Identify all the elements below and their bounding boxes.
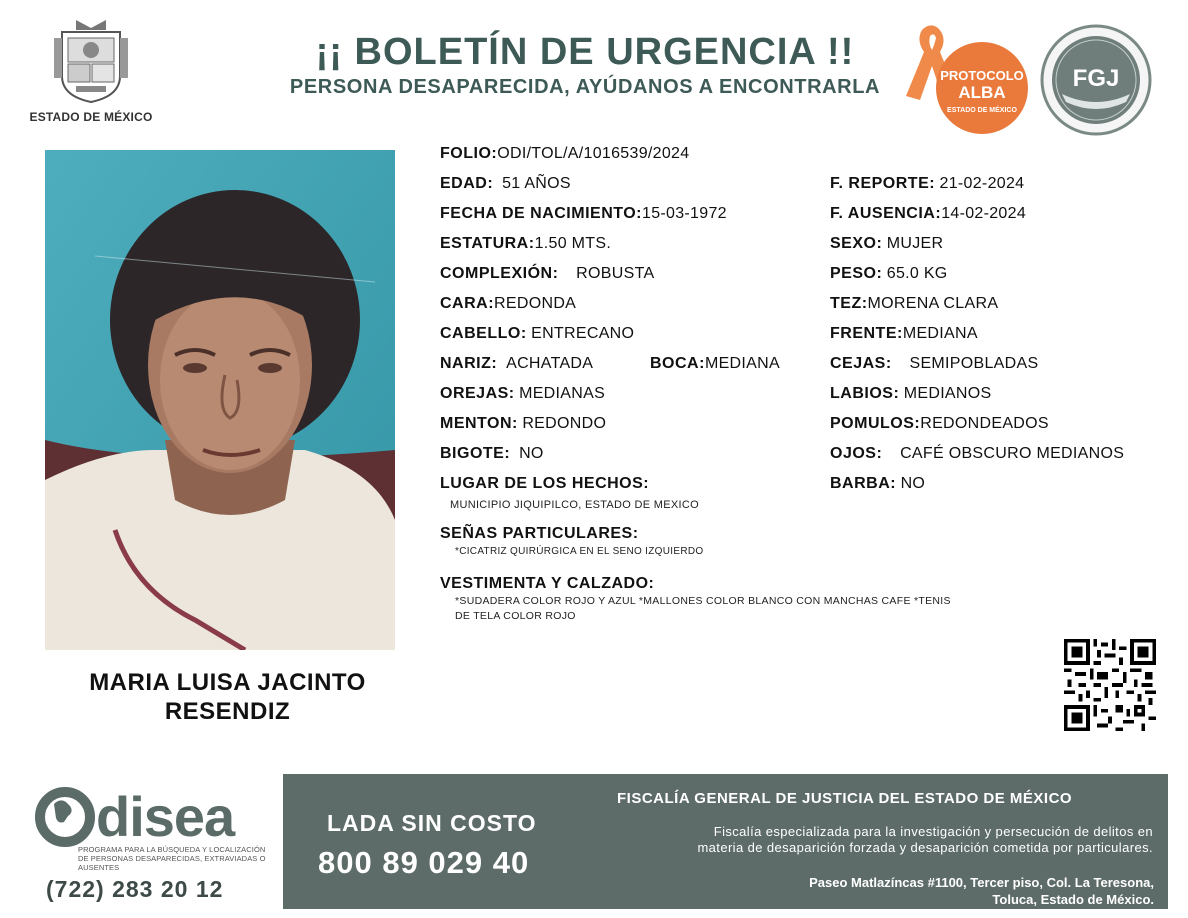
field-value: MEDIANOS bbox=[903, 385, 992, 402]
field-value: 65.0 KG bbox=[886, 265, 948, 282]
field-value: MORENA CLARA bbox=[867, 295, 999, 312]
field-value: MEDIANA bbox=[902, 325, 978, 342]
field-label: ESTATURA: bbox=[440, 235, 535, 252]
person-full-name bbox=[45, 668, 410, 726]
field-label: NARIZ: bbox=[440, 355, 498, 372]
field-value: 21-02-2024 bbox=[939, 175, 1025, 192]
field-vestimenta-line-2: DE TELA COLOR ROJO bbox=[455, 610, 576, 622]
field-cabello bbox=[440, 325, 634, 343]
field-value: MUJER bbox=[886, 235, 944, 252]
field-frente bbox=[830, 325, 978, 343]
field-sexo bbox=[830, 235, 943, 253]
field-cejas bbox=[830, 355, 1038, 373]
field-value: 14-02-2024 bbox=[941, 205, 1027, 222]
odisea-o-icon bbox=[34, 786, 96, 848]
fgj-seal-icon bbox=[1040, 24, 1152, 136]
field-label: F. REPORTE: bbox=[830, 175, 936, 192]
field-labios bbox=[830, 385, 991, 403]
protocolo-alba-logo bbox=[900, 22, 1030, 134]
portrait-image bbox=[45, 150, 395, 650]
fiscalia-description-line-1: Fiscalía especializada para la investigación y persecución de delitos en bbox=[713, 824, 1153, 839]
lada-sin-costo-title: LADA SIN COSTO bbox=[327, 810, 537, 836]
field-label: BIGOTE: bbox=[440, 445, 511, 462]
field-label: EDAD: bbox=[440, 175, 494, 192]
field-value: ROBUSTA bbox=[576, 265, 655, 282]
field-label: SEXO: bbox=[830, 235, 883, 252]
odisea-brand: disea bbox=[96, 785, 235, 848]
field-cara bbox=[440, 295, 576, 313]
field-lugar-value: MUNICIPIO JIQUIPILCO, ESTADO DE MEXICO bbox=[450, 499, 699, 511]
field-value: SEMIPOBLADAS bbox=[909, 355, 1039, 372]
field-value: 15-03-1972 bbox=[642, 205, 727, 222]
bulletin-title: ¡¡ BOLETÍN DE URGENCIA !! bbox=[315, 31, 855, 73]
alba-text-2: ALBA bbox=[958, 83, 1006, 102]
field-value: 1.50 MTS. bbox=[534, 235, 612, 252]
field-senas-label bbox=[440, 525, 639, 543]
field-label: LABIOS: bbox=[830, 385, 900, 402]
field-label: LUGAR DE LOS HECHOS: bbox=[440, 475, 650, 492]
field-label: OREJAS: bbox=[440, 385, 515, 402]
field-value: CAFÉ OBSCURO MEDIANOS bbox=[900, 445, 1125, 462]
field-fecha-nacimiento bbox=[440, 205, 727, 223]
field-pomulos bbox=[830, 415, 1049, 433]
fgj-text: FGJ bbox=[1072, 65, 1120, 92]
field-value: 51 AÑOS bbox=[502, 175, 571, 192]
field-senas-value: *CICATRIZ QUIRÚRGICA EN EL SENO IZQUIERDO bbox=[455, 546, 704, 557]
field-label: POMULOS: bbox=[830, 415, 921, 432]
field-label: MENTON: bbox=[440, 415, 518, 432]
toll-free-number[interactable]: 800 89 029 40 bbox=[318, 845, 530, 880]
field-menton bbox=[440, 415, 606, 433]
coat-of-arms-icon bbox=[52, 18, 130, 104]
field-value: ACHATADA bbox=[506, 355, 594, 372]
field-label: SEÑAS PARTICULARES: bbox=[440, 525, 639, 542]
bulletin-header bbox=[240, 30, 930, 99]
field-label: COMPLEXIÓN: bbox=[440, 265, 559, 282]
field-vestimenta-label bbox=[440, 575, 654, 593]
field-estatura bbox=[440, 235, 611, 253]
fiscalia-description bbox=[608, 824, 1153, 856]
field-label: TEZ: bbox=[830, 295, 868, 312]
field-edad bbox=[440, 175, 571, 193]
field-label: F. AUSENCIA: bbox=[830, 205, 942, 222]
fgj-seal-logo bbox=[1040, 24, 1152, 136]
person-name-line-1: MARIA LUISA JACINTO bbox=[89, 669, 366, 696]
field-label: FRENTE: bbox=[830, 325, 903, 342]
odisea-program-description: PROGRAMA PARA LA BÚSQUEDA Y LOCALIZACIÓN DE PERSONAS DESAPARECIDAS, EXTRAVIADAS O AUSENTES bbox=[78, 845, 266, 872]
alba-text-3: ESTADO DE MÉXICO bbox=[947, 107, 1017, 114]
field-label: FOLIO: bbox=[440, 145, 498, 162]
field-label: VESTIMENTA Y CALZADO: bbox=[440, 575, 655, 592]
field-vestimenta-line-1: *SUDADERA COLOR ROJO Y AZUL *MALLONES COLOR BLANCO CON MANCHAS CAFE *TENIS bbox=[455, 595, 951, 607]
qr-code-icon bbox=[1063, 639, 1157, 731]
field-value: ODI/TOL/A/1016539/2024 bbox=[497, 145, 690, 162]
field-orejas bbox=[440, 385, 605, 403]
field-fecha-ausencia bbox=[830, 205, 1026, 223]
field-fecha-reporte bbox=[830, 175, 1024, 193]
qr-code[interactable] bbox=[1063, 639, 1157, 731]
field-value: REDONDA bbox=[494, 295, 577, 312]
field-label: CARA: bbox=[440, 295, 495, 312]
field-label: CABELLO: bbox=[440, 325, 527, 342]
field-peso bbox=[830, 265, 948, 283]
field-value: REDONDO bbox=[522, 415, 607, 432]
field-value: MEDIANA bbox=[704, 355, 780, 372]
field-label: BARBA: bbox=[830, 475, 897, 492]
field-value: REDONDEADOS bbox=[920, 415, 1049, 432]
address-line-2: Toluca, Estado de México. bbox=[992, 892, 1154, 907]
field-label: FECHA DE NACIMIENTO: bbox=[440, 205, 642, 222]
field-folio bbox=[440, 145, 689, 163]
field-value: NO bbox=[519, 445, 544, 462]
field-bigote bbox=[440, 445, 544, 463]
missing-person-photo bbox=[45, 150, 395, 650]
field-barba bbox=[830, 475, 925, 493]
field-label: CEJAS: bbox=[830, 355, 892, 372]
field-ojos bbox=[830, 445, 1124, 463]
field-tez bbox=[830, 295, 998, 313]
ribbon-icon bbox=[900, 22, 1030, 134]
field-label: PESO: bbox=[830, 265, 883, 282]
bulletin-subtitle: PERSONA DESAPARECIDA, AYÚDANOS A ENCONTRARLA bbox=[289, 76, 881, 98]
field-value: MEDIANAS bbox=[519, 385, 606, 402]
address-line-1: Paseo Matlazíncas #1100, Tercer piso, Col. La Teresona, bbox=[809, 875, 1154, 890]
field-label: OJOS: bbox=[830, 445, 883, 462]
person-name-line-2: RESENDIZ bbox=[164, 698, 291, 725]
field-label: BOCA: bbox=[650, 355, 705, 372]
field-value: NO bbox=[900, 475, 926, 492]
fiscalia-address bbox=[640, 874, 1154, 908]
field-complexion bbox=[440, 265, 654, 283]
fiscalia-title: FISCALÍA GENERAL DE JUSTICIA DEL ESTADO DE MÉXICO bbox=[617, 790, 1073, 807]
field-value: ENTRECANO bbox=[531, 325, 635, 342]
state-name: ESTADO DE MÉXICO bbox=[29, 110, 153, 124]
odisea-phone-number[interactable]: (722) 283 20 12 bbox=[46, 876, 224, 902]
state-coat-of-arms-logo bbox=[28, 18, 154, 130]
field-lugar-label bbox=[440, 475, 649, 493]
alba-text-1: PROTOCOLO bbox=[940, 68, 1024, 83]
field-nariz bbox=[440, 355, 593, 373]
field-boca bbox=[650, 355, 780, 373]
fiscalia-description-line-2: materia de desaparición forzada y desaparición cometida por particulares. bbox=[697, 840, 1153, 855]
